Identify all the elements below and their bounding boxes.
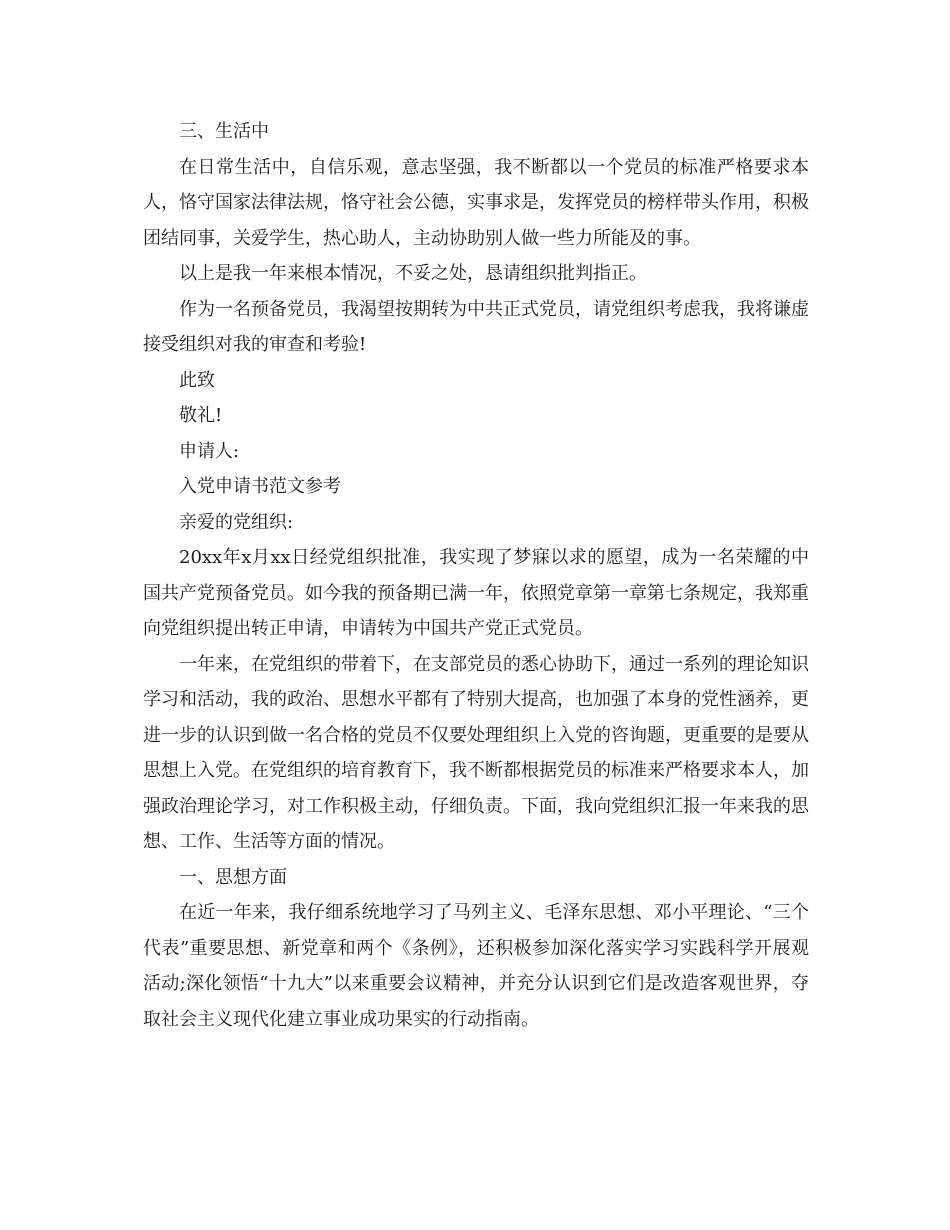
section-heading-thought: 一、思想方面 (179, 866, 287, 888)
paragraph-daily-life: 在日常生活中，自信乐观，意志坚强，我不断都以一个党员的标准严格要求本人，恪守国家法律法规，恪守社会公德，实事求是，发挥党员的榜样带头作用，积极团结同事，关爱学生，热心助人，主动协助别人做一些力所能及的事。 (143, 156, 809, 249)
paragraph-study: 在近一年来，我仔细系统地学习了马列主义、毛泽东思想、邓小平理论、“三个代表”重要思想、新党章和两个《条例》，还积极参加深化落实学习实践科学开展观活动;深化领悟“十九大”以来重要会议精神，并充分认识到它们是改造客观世界，夺取社会主义现代化建立事业成功果实的行动指南。 (143, 902, 809, 1030)
paragraph-request: 作为一名预备党员，我渴望按期转为中共正式党员，请党组织考虑我，我将谦虚接受组织对我的审查和考验! (143, 298, 809, 355)
paragraph-approval: 20xx年x月xx日经党组织批准，我实现了梦寐以求的愿望，成为一名荣耀的中国共产党预备党员。如今我的预备期已满一年，依照党章第一章第七条规定，我郑重向党组织提出转正申请，申请转为中国共产党正式党员。 (143, 547, 809, 639)
sample-title: 入党申请书范文参考 (179, 476, 341, 497)
document-body (143, 114, 809, 1037)
paragraph-summary: 以上是我一年来根本情况，不妥之处，恳请组织批判指正。 (179, 263, 647, 284)
section-heading-life: 三、生活中 (179, 121, 269, 142)
closing-salutation: 此致 (179, 369, 215, 391)
paragraph-year-review: 一年来，在党组织的带着下，在支部党员的悉心协助下，通过一系列的理论知识学习和活动，我的政治、思想水平都有了特别大提高，也加强了本身的党性涵养，更进一步的认识到做一名合格的党员不仅要处理组织上入党的咨询题，更重要的是要从思想上入党。在党组织的培育教育下，我不断都根据党员的标准来严格要求本人，加强政治理论学习，对工作积极主动，仔细负责。下面，我向党组织汇报一年来我的思想、工作、生活等方面的情况。 (143, 653, 809, 852)
applicant-signature-line: 申请人: (179, 440, 240, 462)
greeting: 亲爱的党组织: (179, 511, 294, 533)
closing-regards: 敬礼! (179, 405, 223, 426)
